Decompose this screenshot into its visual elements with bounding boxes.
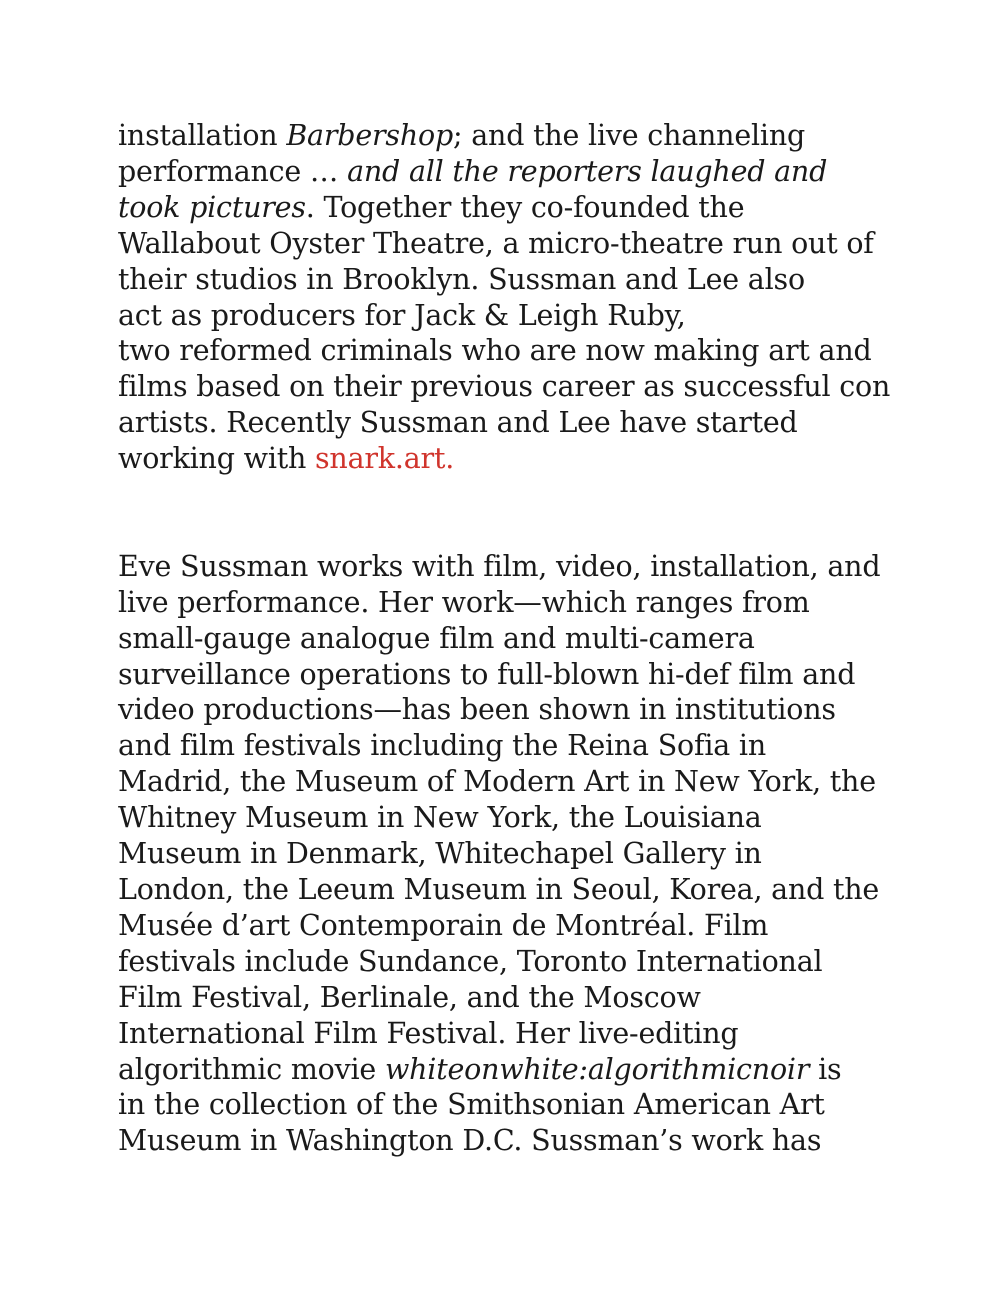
paragraph-collaborations	[118, 118, 918, 477]
text-line: working with snark.art.	[118, 442, 455, 476]
work-title: whiteonwhite:algorithmicnoir	[384, 1052, 810, 1086]
paragraph-biography	[118, 549, 918, 1159]
text-line: Musée d’art Contemporain de Montréal. Film	[118, 908, 769, 942]
text-line: installation Barbershop; and the live channeling	[118, 119, 806, 152]
paragraph-spacer	[118, 477, 918, 549]
text-line: surveillance operations to full-blown hi-def film and	[118, 657, 856, 691]
document-page	[118, 118, 918, 1159]
work-title: took pictures	[118, 190, 306, 224]
text-line: performance … and all the reporters laughed and	[118, 154, 828, 188]
text-line: Eve Sussman works with film, video, installation, and	[118, 549, 881, 583]
text-line: algorithmic movie whiteonwhite:algorithmicnoir is	[118, 1052, 842, 1086]
work-title: Barbershop	[286, 119, 453, 152]
text-line: in the collection of the Smithsonian American Art	[118, 1088, 825, 1122]
text-line: small-gauge analogue film and multi-camera	[118, 621, 755, 655]
text-line: their studios in Brooklyn. Sussman and Lee also	[118, 262, 805, 296]
text-line: Museum in Washington D.C. Sussman’s work has	[118, 1124, 822, 1158]
text-line: and film festivals including the Reina Sofia in	[118, 729, 766, 763]
text-line: Wallabout Oyster Theatre, a micro-theatre run out of	[118, 226, 874, 260]
text-line: live performance. Her work—which ranges from	[118, 585, 810, 619]
text-line: two reformed criminals who are now making art and	[118, 334, 872, 368]
work-title: and all the reporters laughed and	[347, 154, 828, 188]
text-line: Museum in Denmark, Whitechapel Gallery in	[118, 837, 762, 871]
text-line: took pictures. Together they co-founded the	[118, 190, 745, 224]
text-line: films based on their previous career as successful con	[118, 370, 891, 404]
text-line: artists. Recently Sussman and Lee have started	[118, 406, 798, 440]
text-line: International Film Festival. Her live-editing	[118, 1016, 739, 1050]
text-line: act as producers for Jack & Leigh Ruby,	[118, 298, 686, 332]
text-line: London, the Leeum Museum in Seoul, Korea, and the	[118, 873, 880, 907]
text-line: festivals include Sundance, Toronto International	[118, 944, 823, 978]
snark-art-link[interactable]: snark.art.	[315, 442, 455, 476]
text-line: Whitney Museum in New York, the Louisiana	[118, 801, 762, 835]
text-line: Film Festival, Berlinale, and the Moscow	[118, 980, 701, 1014]
text-line: Madrid, the Museum of Modern Art in New York, the	[118, 765, 876, 799]
text-line: video productions—has been shown in institutions	[118, 693, 836, 727]
